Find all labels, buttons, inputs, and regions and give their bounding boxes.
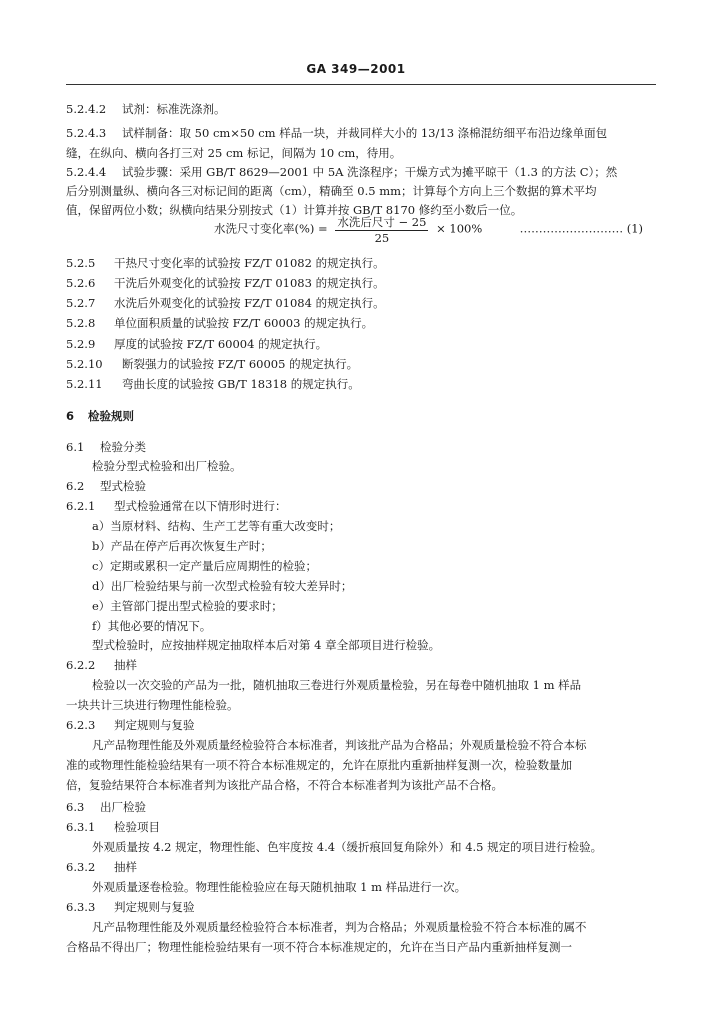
formula-number: (1) xyxy=(626,221,644,236)
line-text: 型式检验时，应按抽样规定抽取样本后对第 4 章全部项目进行检验。 xyxy=(92,638,441,652)
formula-lhs: 水洗尺寸变化率(%) = xyxy=(214,221,328,236)
line-text: 弯曲长度的试验按 GB/T 18318 的规定执行。 xyxy=(122,377,360,391)
formula-fraction xyxy=(335,214,428,245)
formula-denominator: 25 xyxy=(374,231,390,245)
line-text: 出厂检验 xyxy=(100,800,146,814)
section-number: 5.2.7 xyxy=(66,296,96,310)
line-text: 抽样 xyxy=(114,658,137,672)
line-text: 后分别测量纵、横向各三对标记间的距离（cm），精确至 0.5 mm；计算每个方向上三个数据的算术平均 xyxy=(66,184,597,198)
line-text: 凡产品物理性能及外观质量经检验符合本标准者，判该批产品为合格品；外观质量检验不符合本标 xyxy=(92,738,587,752)
line-text: 型式检验 xyxy=(100,479,146,493)
section-number: 5.2.6 xyxy=(66,276,96,290)
section-number: 5.2.9 xyxy=(66,337,96,351)
section-number: 5.2.8 xyxy=(66,316,96,330)
section-number: 5.2.4.3 xyxy=(66,126,107,140)
line-text: a）当原材料、结构、生产工艺等有重大改变时； xyxy=(92,519,341,533)
line-text: 检验以一次交验的产品为一批，随机抽取三卷进行外观质量检验，另在每卷中随机抽取 1 m 样品 xyxy=(92,678,582,692)
line-text: e）主管部门提出型式检验的要求时； xyxy=(92,599,283,613)
section-number: 6.2.1 xyxy=(66,499,96,513)
line-text: 缝，在纵向、横向各打三对 25 cm 标记，间隔为 10 cm，待用。 xyxy=(66,146,402,160)
line-text: 检验规则 xyxy=(88,409,134,423)
formula-numerator: 水洗后尺寸 − 25 xyxy=(337,215,427,229)
line-text: 外观质量按 4.2 规定，物理性能、色牢度按 4.4（缓折痕回复角除外）和 4.5 规定的项目进行检验。 xyxy=(92,840,603,854)
section-number: 5.2.4.2 xyxy=(66,102,107,116)
line-text: 试剂：标准洗涤剂。 xyxy=(122,102,226,116)
formula-rhs: × 100% xyxy=(436,221,483,236)
line-text: 干洗后外观变化的试验按 FZ/T 01083 的规定执行。 xyxy=(114,276,385,290)
line-text: b）产品在停产后再次恢复生产时； xyxy=(92,539,272,553)
section-number: 6.3.1 xyxy=(66,820,96,834)
line-text: 检验项目 xyxy=(114,820,160,834)
section-number: 6.2 xyxy=(66,479,85,493)
line-text: 判定规则与复验 xyxy=(114,900,195,914)
line-text: 型式检验通常在以下情形时进行： xyxy=(114,499,287,513)
line-text: 干热尺寸变化率的试验按 FZ/T 01082 的规定执行。 xyxy=(114,256,385,270)
section-number: 6.3.3 xyxy=(66,900,96,914)
line-text: 准的或物理性能检验结果有一项不符合本标准规定的，允许在原批内重新抽样复测一次，检验数量加 xyxy=(66,758,572,772)
formula-dots: ……………………… xyxy=(519,221,624,236)
section-number: 6.2.3 xyxy=(66,718,96,732)
section-number: 6.2.2 xyxy=(66,658,96,672)
line-text: 厚度的试验按 FZ/T 60004 的规定执行。 xyxy=(114,337,328,351)
line-text: 倍，复验结果符合本标准者判为该批产品合格，不符合本标准者判为该批产品不合格。 xyxy=(66,778,503,792)
page-header: GA 349—2001 xyxy=(306,62,406,76)
line-text: 外观质量逐卷检验。物理性能检验应在每天随机抽取 1 m 样品进行一次。 xyxy=(92,880,467,894)
line-text: 判定规则与复验 xyxy=(114,718,195,732)
line-text: 合格品不得出厂；物理性能检验结果有一项不符合本标准规定的，允许在当日产品内重新抽样复测一 xyxy=(66,940,572,954)
line-text: c）定期或累积一定产量后应周期性的检验； xyxy=(92,559,317,573)
line-text: 抽样 xyxy=(114,860,137,874)
equation-1 xyxy=(214,214,643,245)
section-number: 5.2.10 xyxy=(66,357,103,371)
section-number: 5.2.5 xyxy=(66,256,96,270)
section-number: 5.2.4.4 xyxy=(66,165,107,179)
line-text: 凡产品物理性能及外观质量经检验符合本标准者，判为合格品；外观质量检验不符合本标准的属不 xyxy=(92,920,587,934)
line-text: 检验分类 xyxy=(100,440,146,454)
section-number: 6.3.2 xyxy=(66,860,96,874)
section-number: 5.2.11 xyxy=(66,377,103,391)
line-text: d）出厂检验结果与前一次型式检验有较大差异时； xyxy=(92,579,353,593)
line-text: 一块共计三块进行物理性能检验。 xyxy=(66,698,239,712)
line-text: 试验步骤：采用 GB/T 8629—2001 中 5A 洗涤程序；干燥方式为摊平晾干（1.3 的方法 C）；然 xyxy=(122,165,618,179)
line-text: 值，保留两位小数；纵横向结果分别按式（1）计算并按 GB/T 8170 修约至小数后一位。 xyxy=(66,203,523,217)
line-text: 水洗后外观变化的试验按 FZ/T 01084 的规定执行。 xyxy=(114,296,385,310)
section-number: 6.3 xyxy=(66,800,85,814)
line-text: 试样制备：取 50 cm×50 cm 样品一块，并裁同样大小的 13/13 涤棉混纺细平布沿边缘单面包 xyxy=(122,126,608,140)
line-text: f）其他必要的情况下。 xyxy=(92,619,212,633)
line-text: 单位面积质量的试验按 FZ/T 60003 的规定执行。 xyxy=(114,316,374,330)
line-text: 断裂强力的试验按 FZ/T 60005 的规定执行。 xyxy=(122,357,359,371)
header-rule xyxy=(66,84,656,85)
section-number: 6.1 xyxy=(66,440,85,454)
section-number: 6 xyxy=(66,409,75,423)
line-text: 检验分型式检验和出厂检验。 xyxy=(92,459,242,473)
